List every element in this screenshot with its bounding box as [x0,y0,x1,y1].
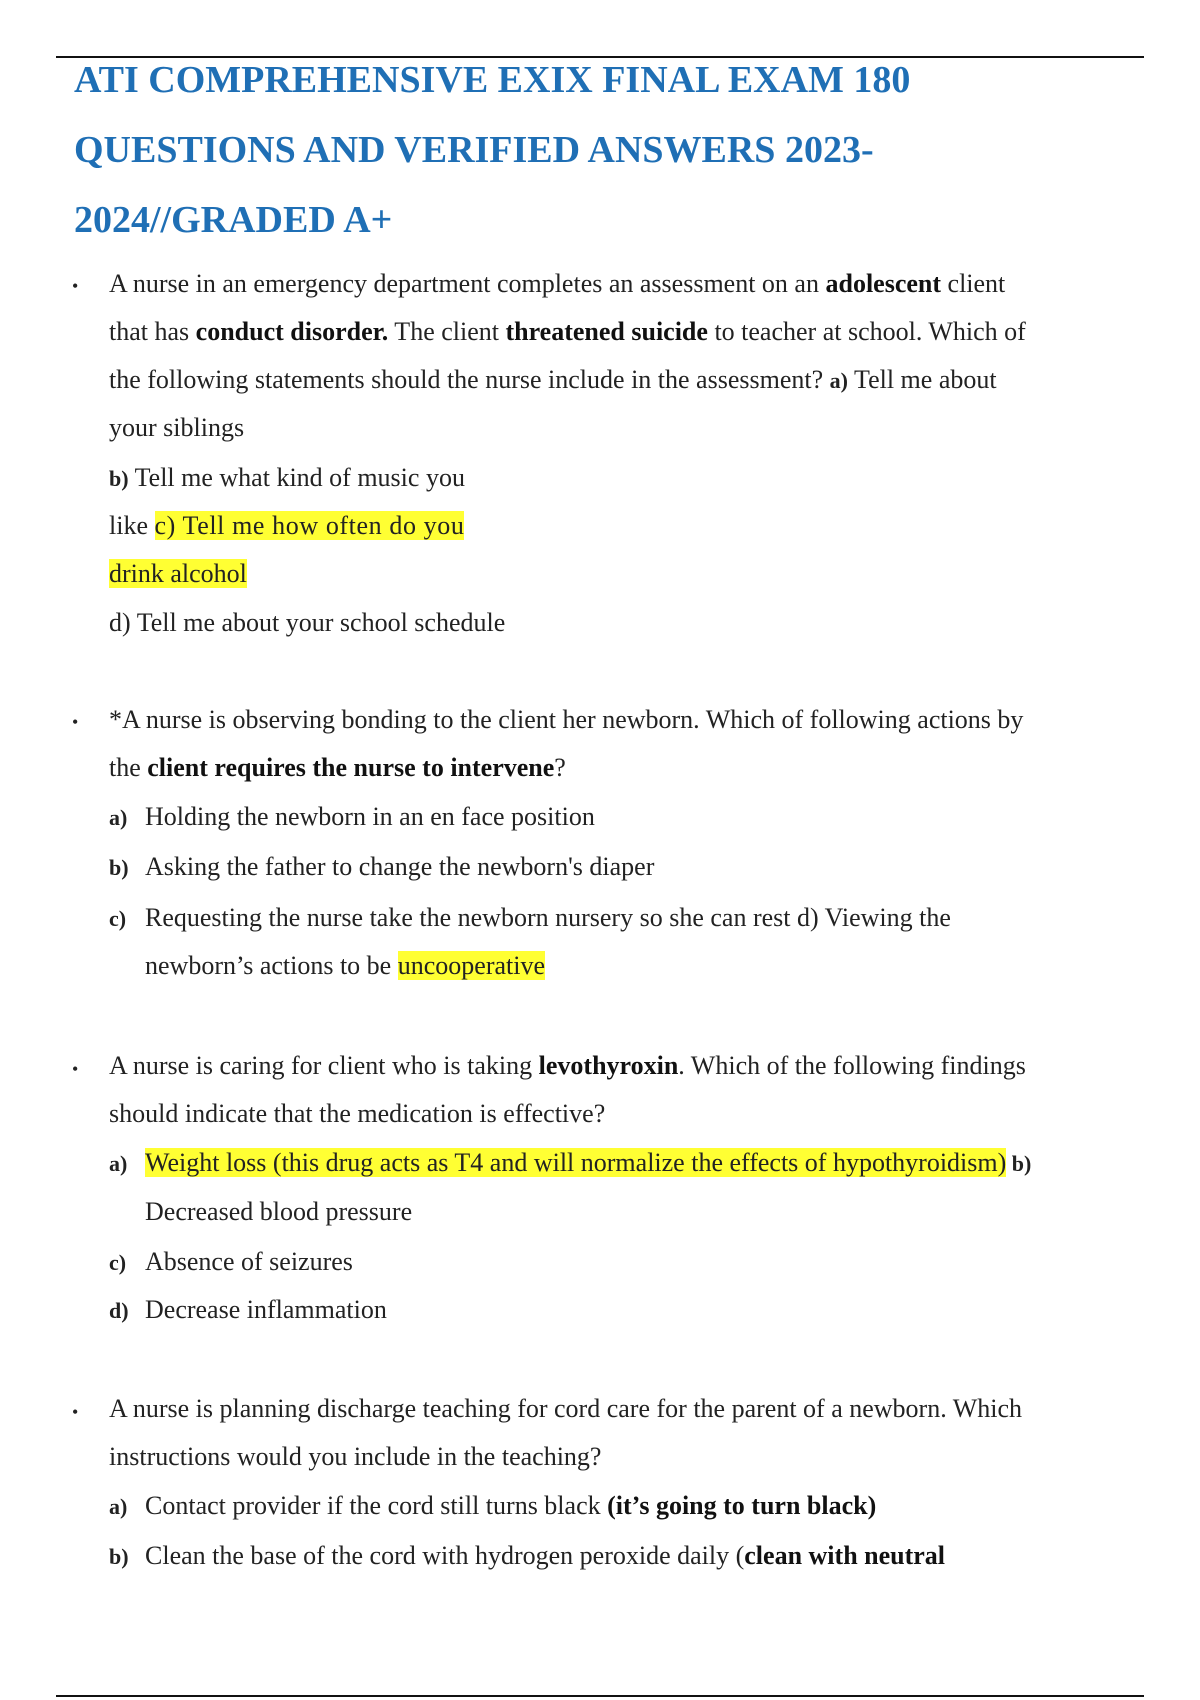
q2-option-d-highlighted: uncooperative [397,951,545,980]
title-line-3: 2024//GRADED A+ [74,199,393,241]
q1-line-3 [109,364,997,397]
q2-option-b-text: Asking the father to change the newborn's diaper [145,852,655,881]
q4-option-b [109,1540,945,1573]
q1-option-a-text: Tell me about [847,365,997,394]
q1-text: that has [109,317,196,346]
q2-option-a-letter: a) [109,805,128,830]
q4-option-b-text: Clean the base of the cord with hydrogen peroxide daily ( [145,1541,745,1570]
q1-bold-conduct-disorder: conduct disorder. [195,317,389,346]
q3-option-c-text: Absence of seizures [145,1247,353,1276]
q3-option-b-letter: b) [1006,1151,1032,1176]
q3-option-c-letter: c) [109,1250,127,1275]
q1-text: the following statements should the nurse include in the assessment? [109,365,830,394]
q1-option-a-letter: a) [829,368,848,393]
q2-option-a [109,801,595,834]
bullet-q1: • [72,276,79,296]
q3-option-a-highlighted: Weight loss (this drug acts as T4 and will normalize the effects of hypothyroidism) [145,1148,1007,1177]
q2-option-c [109,902,951,935]
q1-line-4: your siblings [109,413,245,442]
title-line-2: QUESTIONS AND VERIFIED ANSWERS 2023- [74,129,874,171]
q1-line-1 [109,268,1005,300]
q1-text: like [109,511,155,540]
q3-option-a-letter: a) [109,1151,128,1176]
q3-option-c [109,1246,353,1279]
q1-bold-adolescent: adolescent [825,269,942,298]
q4-option-a [109,1490,876,1523]
q4-option-b-bold: clean with neutral [744,1541,946,1570]
bottom-rule [56,1695,1144,1697]
q3-line-2: should indicate that the medication is effective? [109,1099,606,1128]
q3-option-a [109,1147,1031,1180]
title-line-1: ATI COMPREHENSIVE EXIX FINAL EXAM 180 [74,59,911,101]
bullet-q3: • [72,1059,79,1079]
bullet-q2: • [72,712,79,732]
q2-option-b-letter: b) [109,855,129,880]
q1-text: A nurse in an emergency department completes an assessment on an [109,269,826,298]
q1-line-6 [109,510,464,542]
top-rule [56,56,1144,58]
bullet-q4: • [72,1402,79,1422]
q4-option-a-bold: (it’s going to turn black) [607,1491,877,1520]
q1-option-b-letter: b) [109,466,129,491]
q3-bold-levothyroxin: levothyroxin [538,1051,679,1080]
q2-line-1: *A nurse is observing bonding to the client her newborn. Which of following actions by [109,705,1024,734]
q3-line-1 [109,1050,1026,1082]
q4-option-b-letter: b) [109,1544,129,1569]
q2-option-b [109,851,654,884]
q2-option-c-text: Requesting the nurse take the newborn nursery so she can rest d) Viewing the [145,903,951,932]
q1-text: client [941,269,1006,298]
q3-text: A nurse is caring for client who is taking [109,1051,539,1080]
q2-option-d-text: newborn’s actions to be [145,951,398,980]
q1-line-2 [109,316,1026,348]
q1-line-8: d) Tell me about your school schedule [109,608,506,637]
q3-option-d-text: Decrease inflammation [145,1295,387,1324]
q1-option-c-highlighted-cont: drink alcohol [109,559,247,588]
q1-text: The client [388,317,506,346]
q2-text: the [109,753,148,782]
q1-line-5 [109,462,465,495]
q2-option-a-text: Holding the newborn in an en face position [145,802,595,831]
q1-bold-threatened-suicide: threatened suicide [505,317,708,346]
q2-option-c-cont [145,950,545,982]
q2-line-2 [109,752,566,784]
q3-option-d [109,1294,387,1327]
q2-text: ? [554,753,566,782]
q1-option-c-highlighted: c) Tell me how often do you [154,511,465,540]
q3-text: . Which of the following findings [678,1051,1026,1080]
q4-line-2: instructions would you include in the teaching? [109,1442,602,1471]
q3-option-b: Decreased blood pressure [145,1197,413,1226]
q1-text: to teacher at school. Which of [707,317,1026,346]
q3-option-d-letter: d) [109,1298,129,1323]
q4-option-a-letter: a) [109,1494,128,1519]
q4-option-a-text: Contact provider if the cord still turns black [145,1491,608,1520]
q2-bold-intervene: client requires the nurse to intervene [147,753,555,782]
q2-option-c-letter: c) [109,906,127,931]
q1-line-7 [109,558,247,590]
q4-line-1: A nurse is planning discharge teaching for cord care for the parent of a newborn. Which [109,1394,1023,1423]
q1-option-b-text: Tell me what kind of music you [128,463,465,492]
